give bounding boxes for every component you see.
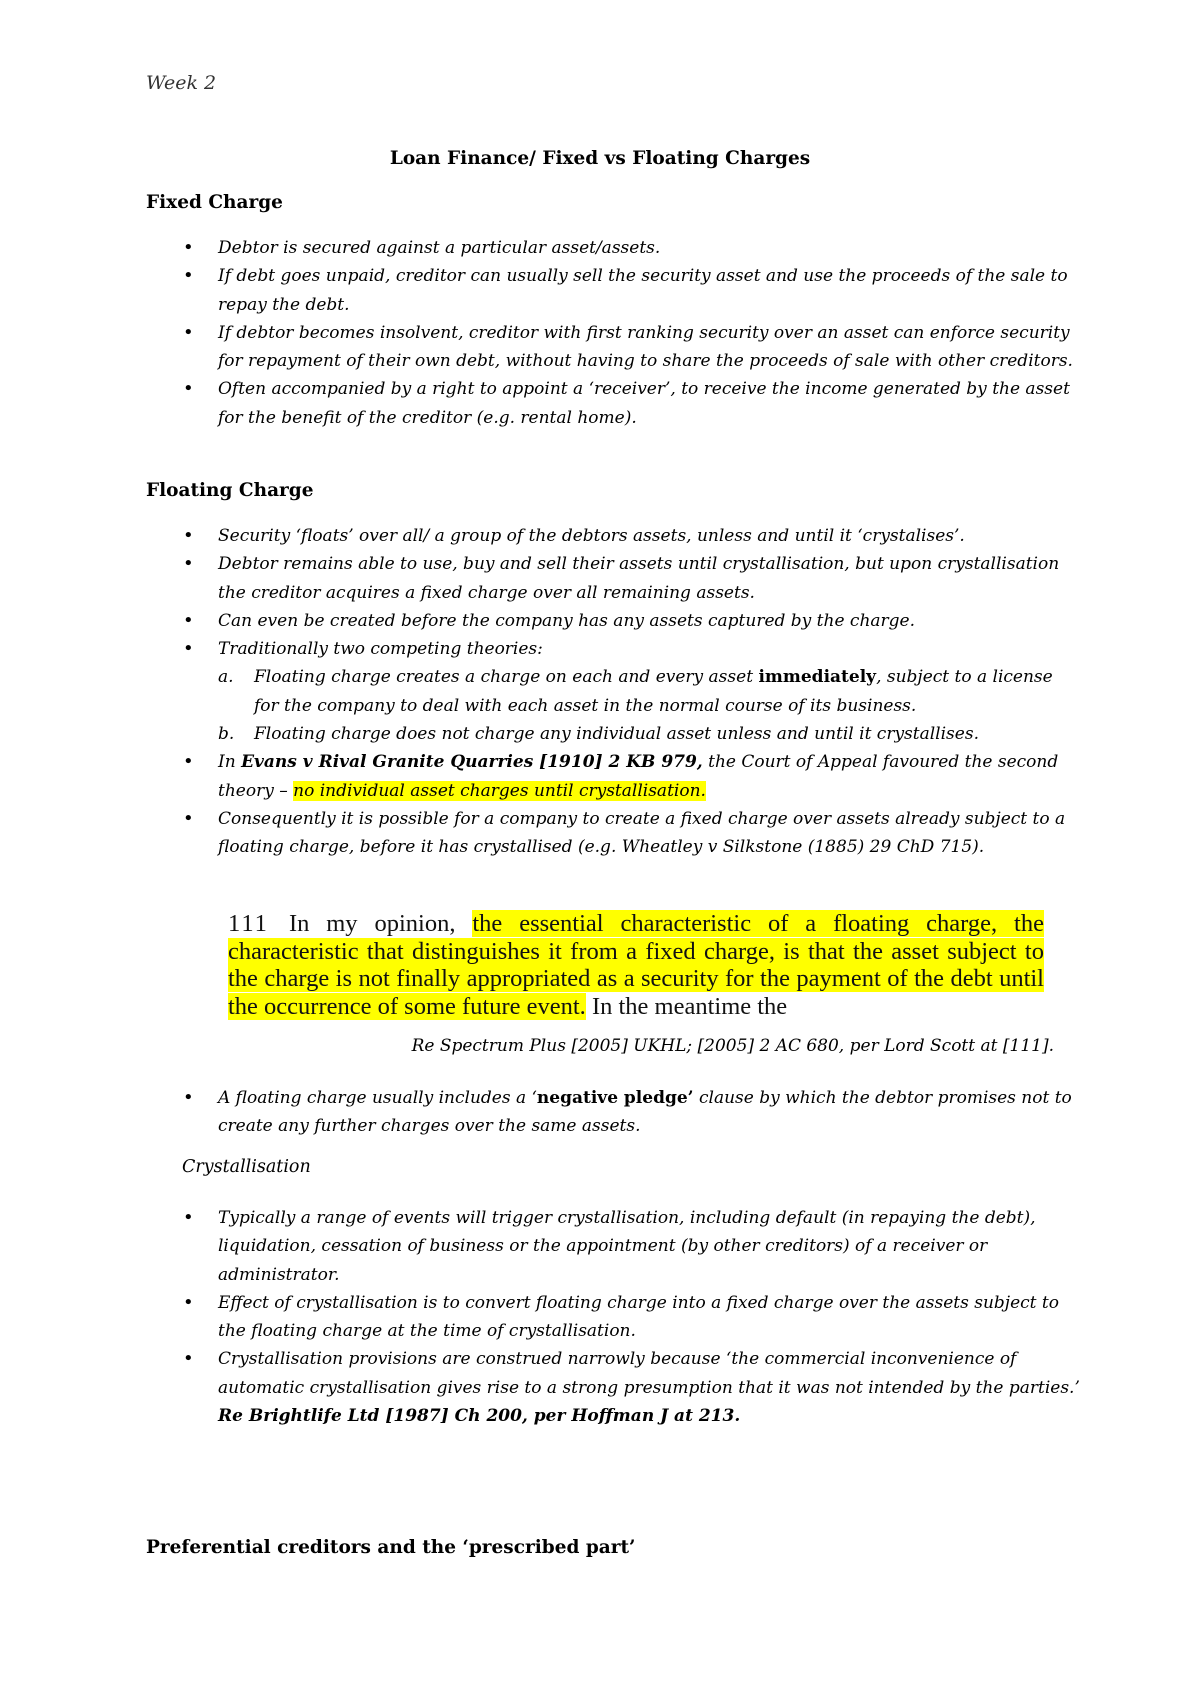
preferential-heading: Preferential creditors and the ‘prescribed part’ [146, 1537, 636, 1558]
negative-pledge-list [0, 1084, 1080, 1141]
list-item: • Typically a range of events will trigger crystallisation, including default (in repaying the debt), liquidation, cessation of business or the appointment (by other creditors) of a receiver or administrator. [0, 1204, 1080, 1289]
evans-prefix: In [218, 752, 242, 773]
crystallisation-heading: Crystallisation [182, 1157, 311, 1177]
theory-a-bold: immediately [758, 667, 877, 688]
list-item: • Often accompanied by a right to appoint a ‘receiver’, to receive the income generated by the asset for the benefit of the creditor (e.g. rental home). [0, 375, 1080, 432]
fixed-charge-list [0, 234, 1080, 432]
evans-case-name: Evans v Rival Granite Quarries [1910] 2 KB 979, [241, 752, 703, 773]
list-item: • Debtor is secured against a particular asset/assets. [0, 234, 1080, 262]
negative-pledge-bold: negative pledge’ [536, 1088, 694, 1108]
list-item [0, 1345, 1080, 1430]
quote-text-end: In the meantime the [585, 992, 788, 1020]
theory-a-text-end: , subject to a license for the company to deal with each asset in the normal course of its business. [254, 667, 1053, 716]
page-header-label: Week 2 [146, 72, 217, 94]
theory-a [218, 663, 1080, 720]
theory-a-marker: a. [218, 667, 234, 688]
spectrum-quote [228, 910, 1044, 1020]
list-item: • Effect of crystallisation is to convert floating charge into a fixed charge over the assets subject to the floating charge at the time of crystallisation. [0, 1289, 1080, 1346]
list-item: • If debtor becomes insolvent, creditor with first ranking security over an asset can enforce security for repayment of their own debt, without having to share the proceeds of sale with other creditors. [0, 319, 1080, 376]
list-item [0, 748, 1080, 805]
list-item: • Debtor remains able to use, buy and sell their assets until crystallisation, but upon crystallisation the creditor acquires a fixed charge over all remaining assets. [0, 550, 1080, 607]
theory-b-text: Floating charge does not charge any individual asset unless and until it crystallises. [254, 724, 979, 745]
theory-a-text-start: Floating charge creates a charge on each and every asset [254, 667, 759, 688]
document-title: Loan Finance/ Fixed vs Floating Charges [389, 148, 811, 169]
crystallisation-list [0, 1204, 1080, 1430]
negative-pledge-end: clause by which the debtor promises not to create any further charges over the same assets. [218, 1088, 1072, 1137]
list-item: • Consequently it is possible for a company to create a fixed charge over assets already subject to a floating charge, before it has crystallised (e.g. Wheatley v Silkstone (1885) 29 ChD 715). [0, 805, 1080, 862]
theories-list [218, 663, 1080, 748]
theory-b-marker: b. [218, 724, 235, 745]
theory-b [218, 720, 1080, 748]
evans-middle: the Court of Appeal favoured the second theory – [218, 752, 1059, 801]
list-item [0, 635, 1080, 748]
quote-citation: Re Spectrum Plus [2005] UKHL; [2005] 2 AC 680, per Lord Scott at [111]. [411, 1036, 1054, 1056]
list-item: • If debt goes unpaid, creditor can usually sell the security asset and use the proceeds of the sale to repay the debt. [0, 262, 1080, 319]
floating-charge-heading: Floating Charge [146, 480, 314, 501]
list-item [0, 1084, 1080, 1141]
fixed-charge-heading: Fixed Charge [146, 192, 283, 213]
floating-charge-list [0, 522, 1080, 862]
crystallisation-last-text: Crystallisation provisions are construed narrowly because ‘the commercial inconvenience of automatic crystallisation gives rise to a strong presumption that it was not intended by the parties.’ [218, 1349, 1080, 1398]
evans-highlight: no individual asset charges until crystallisation. [293, 780, 706, 801]
negative-pledge-start: A floating charge usually includes a ‘ [218, 1088, 537, 1108]
list-item: • Security ‘floats’ over all/ a group of the debtors assets, unless and until it ‘crystalises’. [0, 522, 1080, 550]
theories-intro: Traditionally two competing theories: [218, 639, 543, 660]
brightlife-citation: Re Brightlife Ltd [1987] Ch 200, per Hoffman J at 213. [218, 1406, 741, 1427]
quote-highlight: the essential characteristic of a floating charge, the characteristic that distinguishes it from a fixed charge, is that the asset subject to the charge is not finally appropriated as a security for the payment of the debt until the occurrence of some future event. [228, 910, 1044, 1020]
list-item: • Can even be created before the company has any assets captured by the charge. [0, 607, 1080, 635]
quote-text-start: In my opinion, [288, 910, 473, 937]
quote-paragraph-number: 111 [228, 910, 269, 937]
